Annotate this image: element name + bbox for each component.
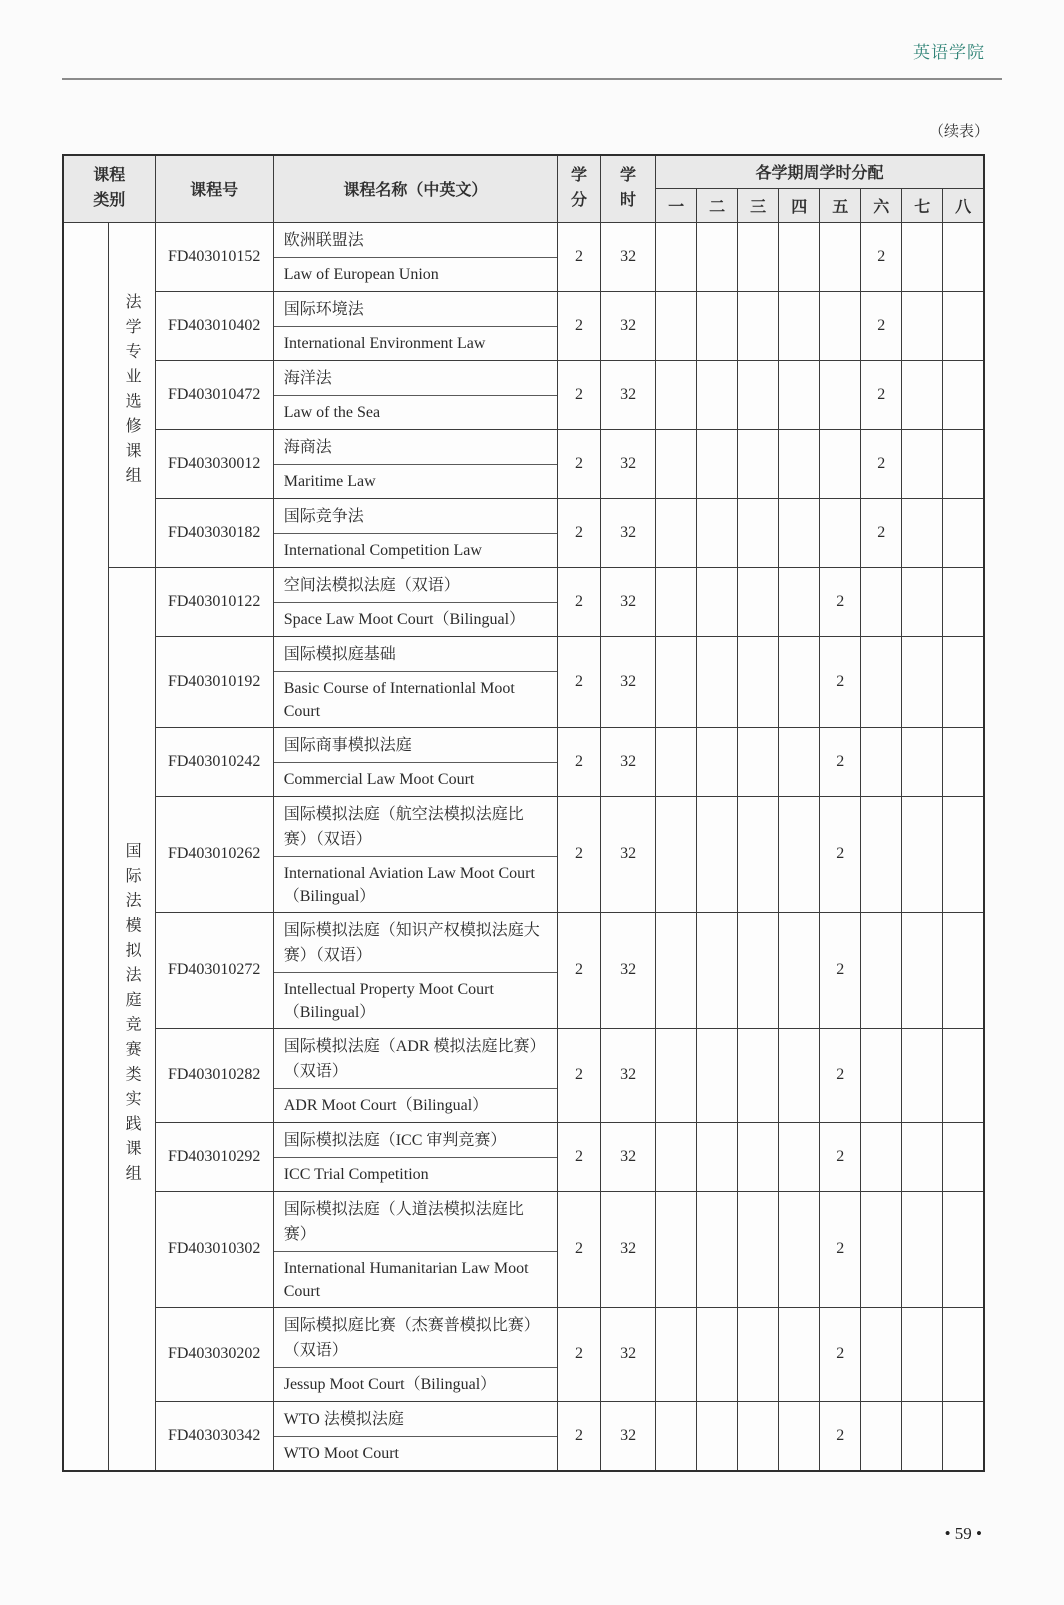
week-hours-cell-sem-5: 2: [820, 1122, 861, 1191]
week-hours-cell-sem-7: [902, 1028, 943, 1122]
week-hours-cell-sem-7: [902, 1191, 943, 1307]
course-code-cell: FD403010302: [155, 1191, 273, 1307]
credits-cell: 2: [558, 1191, 601, 1307]
week-hours-cell-sem-1: [656, 1191, 697, 1307]
week-hours-cell-sem-1: [656, 1122, 697, 1191]
course-name-en: ICC Trial Competition: [283, 1166, 429, 1183]
week-hours-cell-sem-7: [902, 429, 943, 498]
week-hours-cell-sem-3: [738, 1028, 779, 1122]
course-name-en: WTO Moot Court: [283, 1445, 399, 1462]
week-hours-cell-sem-4: [779, 796, 820, 912]
course-row: [63, 1028, 984, 1122]
week-hours-cell-sem-3: [738, 360, 779, 429]
week-hours-cell-sem-4: [779, 912, 820, 1028]
week-hours-cell-sem-7: [902, 636, 943, 727]
week-hours-cell-sem-1: [656, 727, 697, 796]
school-name: 英语学院: [913, 43, 985, 62]
course-name-cell: [273, 360, 557, 429]
course-code-cell: FD403010262: [155, 796, 273, 912]
credits-cell: 2: [558, 567, 601, 636]
week-hours-cell-sem-2: [697, 912, 738, 1028]
week-hours-cell-sem-8: [943, 727, 984, 796]
week-hours-cell-sem-2: [697, 222, 738, 291]
week-hours-cell-sem-5: 2: [820, 567, 861, 636]
course-name-cell: [273, 1307, 557, 1401]
week-hours-cell-sem-8: [943, 636, 984, 727]
week-hours-cell-sem-4: [779, 636, 820, 727]
week-hours-cell-sem-2: [697, 727, 738, 796]
header-category: 课程类别: [63, 155, 155, 222]
course-name-cn: 国际模拟庭比赛（杰赛普模拟比赛）（双语）: [274, 1308, 557, 1368]
course-name-cell: [273, 1028, 557, 1122]
course-code-cell: FD403010122: [155, 567, 273, 636]
course-code-cell: FD403030342: [155, 1401, 273, 1471]
course-name-cn: 国际模拟法庭（ICC 审判竞赛）: [274, 1123, 557, 1158]
course-name-en: Jessup Moot Court（Bilingual）: [283, 1376, 497, 1393]
course-name-cn: 国际模拟庭基础: [274, 637, 557, 672]
week-hours-cell-sem-4: [779, 1122, 820, 1191]
hours-cell: 32: [601, 1307, 656, 1401]
week-hours-cell-sem-1: [656, 1401, 697, 1471]
credits-cell: 2: [558, 727, 601, 796]
week-hours-cell-sem-7: [902, 1401, 943, 1471]
week-hours-cell-sem-2: [697, 1191, 738, 1307]
week-hours-cell-sem-6: [861, 727, 902, 796]
week-hours-cell-sem-6: [861, 1191, 902, 1307]
week-hours-cell-sem-1: [656, 1307, 697, 1401]
course-row: [63, 498, 984, 567]
course-code-cell: FD403030182: [155, 498, 273, 567]
week-hours-cell-sem-2: [697, 796, 738, 912]
course-name-en: International Humanitarian Law Moot Court: [283, 1259, 529, 1300]
week-hours-cell-sem-5: 2: [820, 1401, 861, 1471]
week-hours-cell-sem-7: [902, 912, 943, 1028]
course-row: [63, 796, 984, 912]
week-hours-cell-sem-6: [861, 1401, 902, 1471]
hours-cell: 32: [601, 291, 656, 360]
week-hours-cell-sem-8: [943, 1307, 984, 1401]
course-name-en: Intellectual Property Moot Court（Bilingual）: [283, 980, 494, 1021]
week-hours-cell-sem-1: [656, 567, 697, 636]
course-code-cell: FD403010242: [155, 727, 273, 796]
header-course-no: 课程号: [155, 155, 273, 222]
course-row: [63, 727, 984, 796]
course-code-cell: FD403010272: [155, 912, 273, 1028]
course-name-cn: 国际模拟法庭（人道法模拟法庭比赛）: [274, 1192, 557, 1252]
week-hours-cell-sem-3: [738, 498, 779, 567]
credits-cell: 2: [558, 1401, 601, 1471]
week-hours-cell-sem-6: [861, 1028, 902, 1122]
week-hours-cell-sem-7: [902, 796, 943, 912]
header-course-name: 课程名称（中英文）: [273, 155, 557, 222]
week-hours-cell-sem-2: [697, 1028, 738, 1122]
week-hours-cell-sem-2: [697, 360, 738, 429]
course-name-cn: 国际环境法: [274, 292, 557, 327]
course-name-cell: [273, 222, 557, 291]
header-semester-2: 二: [697, 188, 738, 222]
week-hours-cell-sem-5: [820, 222, 861, 291]
week-hours-cell-sem-4: [779, 360, 820, 429]
header-semester-8: 八: [943, 188, 984, 222]
course-name-en: Commercial Law Moot Court: [283, 771, 475, 788]
week-hours-cell-sem-4: [779, 1028, 820, 1122]
week-hours-cell-sem-7: [902, 1122, 943, 1191]
week-hours-cell-sem-4: [779, 1191, 820, 1307]
course-name-cell: [273, 429, 557, 498]
week-hours-cell-sem-4: [779, 291, 820, 360]
credits-cell: 2: [558, 636, 601, 727]
course-name-cn: 国际模拟法庭（ADR 模拟法庭比赛）（双语）: [274, 1029, 557, 1089]
course-name-cn: 海洋法: [274, 361, 557, 396]
week-hours-cell-sem-2: [697, 429, 738, 498]
category-outer-cell: [63, 222, 108, 1471]
course-row: [63, 222, 984, 291]
week-hours-cell-sem-8: [943, 1401, 984, 1471]
course-row: [63, 1307, 984, 1401]
course-name-en: International Aviation Law Moot Court（Bilingual）: [283, 864, 535, 905]
hours-cell: 32: [601, 636, 656, 727]
credits-cell: 2: [558, 222, 601, 291]
week-hours-cell-sem-4: [779, 1307, 820, 1401]
week-hours-cell-sem-8: [943, 1191, 984, 1307]
week-hours-cell-sem-3: [738, 727, 779, 796]
week-hours-cell-sem-3: [738, 1307, 779, 1401]
week-hours-cell-sem-2: [697, 1307, 738, 1401]
week-hours-cell-sem-3: [738, 1191, 779, 1307]
course-name-cell: [273, 1401, 557, 1471]
group-label-cell: [108, 567, 155, 1471]
week-hours-cell-sem-3: [738, 291, 779, 360]
header-hours: 学时: [601, 155, 656, 222]
week-hours-cell-sem-7: [902, 1307, 943, 1401]
course-code-cell: FD403030202: [155, 1307, 273, 1401]
course-row: [63, 1122, 984, 1191]
course-name-cn: 国际模拟法庭（知识产权模拟法庭大赛）（双语）: [274, 913, 557, 973]
course-name-cell: [273, 796, 557, 912]
week-hours-cell-sem-8: [943, 567, 984, 636]
week-hours-cell-sem-6: 2: [861, 360, 902, 429]
week-hours-cell-sem-8: [943, 498, 984, 567]
week-hours-cell-sem-5: 2: [820, 1191, 861, 1307]
week-hours-cell-sem-3: [738, 429, 779, 498]
week-hours-cell-sem-1: [656, 498, 697, 567]
continued-note: （续表）: [928, 124, 989, 140]
week-hours-cell-sem-7: [902, 222, 943, 291]
week-hours-cell-sem-1: [656, 360, 697, 429]
course-table: [62, 154, 985, 1472]
course-code-cell: FD403010472: [155, 360, 273, 429]
credits-cell: 2: [558, 429, 601, 498]
week-hours-cell-sem-4: [779, 567, 820, 636]
course-name-cell: [273, 636, 557, 727]
header-semester-group: 各学期周学时分配: [656, 155, 984, 188]
header-credits: 学分: [558, 155, 601, 222]
week-hours-cell-sem-8: [943, 1122, 984, 1191]
course-table-body: [63, 222, 984, 1471]
course-code-cell: FD403010402: [155, 291, 273, 360]
week-hours-cell-sem-6: 2: [861, 498, 902, 567]
week-hours-cell-sem-8: [943, 912, 984, 1028]
course-name-cn: 国际模拟法庭（航空法模拟法庭比赛）（双语）: [274, 797, 557, 857]
course-table-head: [63, 155, 984, 222]
hours-cell: 32: [601, 1028, 656, 1122]
week-hours-cell-sem-3: [738, 567, 779, 636]
week-hours-cell-sem-1: [656, 1028, 697, 1122]
course-name-en: International Competition Law: [283, 542, 482, 559]
course-code-cell: FD403030012: [155, 429, 273, 498]
header-semester-6: 六: [861, 188, 902, 222]
week-hours-cell-sem-7: [902, 567, 943, 636]
hours-cell: 32: [601, 1401, 656, 1471]
week-hours-cell-sem-4: [779, 429, 820, 498]
course-name-en: Law of European Union: [283, 266, 439, 283]
credits-cell: 2: [558, 1122, 601, 1191]
course-name-cn: 海商法: [274, 430, 557, 465]
hours-cell: 32: [601, 1122, 656, 1191]
course-row: [63, 1401, 984, 1471]
course-name-cell: [273, 1122, 557, 1191]
course-code-cell: FD403010152: [155, 222, 273, 291]
hours-cell: 32: [601, 567, 656, 636]
week-hours-cell-sem-6: [861, 636, 902, 727]
week-hours-cell-sem-6: 2: [861, 429, 902, 498]
credits-cell: 2: [558, 796, 601, 912]
week-hours-cell-sem-4: [779, 222, 820, 291]
week-hours-cell-sem-5: 2: [820, 636, 861, 727]
course-row: [63, 567, 984, 636]
week-hours-cell-sem-4: [779, 498, 820, 567]
week-hours-cell-sem-2: [697, 291, 738, 360]
course-row: [63, 912, 984, 1028]
week-hours-cell-sem-1: [656, 429, 697, 498]
week-hours-cell-sem-3: [738, 636, 779, 727]
course-name-cell: [273, 1191, 557, 1307]
credits-cell: 2: [558, 360, 601, 429]
course-name-cell: [273, 567, 557, 636]
week-hours-cell-sem-5: [820, 498, 861, 567]
week-hours-cell-sem-5: 2: [820, 796, 861, 912]
course-name-cn: 欧洲联盟法: [274, 223, 557, 258]
week-hours-cell-sem-5: 2: [820, 1307, 861, 1401]
header-rule: [62, 78, 1002, 80]
course-name-en: Space Law Moot Court（Bilingual）: [283, 611, 526, 628]
group-label: 国际法模拟法庭竞赛类实践课组: [123, 842, 141, 1190]
week-hours-cell-sem-2: [697, 567, 738, 636]
course-name-cell: [273, 291, 557, 360]
page-number: • 59 •: [944, 1523, 982, 1543]
course-name-en: Maritime Law: [283, 473, 376, 490]
course-row: [63, 429, 984, 498]
course-row: [63, 1191, 984, 1307]
credits-cell: 2: [558, 498, 601, 567]
week-hours-cell-sem-6: [861, 1307, 902, 1401]
week-hours-cell-sem-8: [943, 360, 984, 429]
week-hours-cell-sem-7: [902, 727, 943, 796]
week-hours-cell-sem-6: [861, 912, 902, 1028]
week-hours-cell-sem-6: [861, 567, 902, 636]
course-name-cn: WTO 法模拟法庭: [274, 1402, 557, 1437]
week-hours-cell-sem-5: [820, 291, 861, 360]
hours-cell: 32: [601, 1191, 656, 1307]
course-code-cell: FD403010292: [155, 1122, 273, 1191]
week-hours-cell-sem-6: [861, 796, 902, 912]
course-row: [63, 360, 984, 429]
week-hours-cell-sem-3: [738, 912, 779, 1028]
hours-cell: 32: [601, 222, 656, 291]
week-hours-cell-sem-7: [902, 360, 943, 429]
hours-cell: 32: [601, 912, 656, 1028]
hours-cell: 32: [601, 727, 656, 796]
hours-cell: 32: [601, 498, 656, 567]
course-name-en: ADR Moot Court（Bilingual）: [283, 1097, 489, 1114]
week-hours-cell-sem-7: [902, 291, 943, 360]
hours-cell: 32: [601, 360, 656, 429]
week-hours-cell-sem-1: [656, 222, 697, 291]
week-hours-cell-sem-2: [697, 498, 738, 567]
week-hours-cell-sem-8: [943, 429, 984, 498]
header-semester-7: 七: [902, 188, 943, 222]
week-hours-cell-sem-5: 2: [820, 1028, 861, 1122]
week-hours-cell-sem-5: [820, 429, 861, 498]
week-hours-cell-sem-1: [656, 636, 697, 727]
week-hours-cell-sem-4: [779, 1401, 820, 1471]
week-hours-cell-sem-3: [738, 1401, 779, 1471]
hours-cell: 32: [601, 796, 656, 912]
hours-cell: 32: [601, 429, 656, 498]
week-hours-cell-sem-6: 2: [861, 291, 902, 360]
week-hours-cell-sem-6: [861, 1122, 902, 1191]
week-hours-cell-sem-6: 2: [861, 222, 902, 291]
course-name-cell: [273, 498, 557, 567]
group-label-cell: [108, 222, 155, 567]
credits-cell: 2: [558, 291, 601, 360]
course-name-cn: 国际竞争法: [274, 499, 557, 534]
course-name-cell: [273, 912, 557, 1028]
week-hours-cell-sem-8: [943, 1028, 984, 1122]
week-hours-cell-sem-2: [697, 1401, 738, 1471]
week-hours-cell-sem-1: [656, 912, 697, 1028]
week-hours-cell-sem-3: [738, 1122, 779, 1191]
week-hours-cell-sem-3: [738, 222, 779, 291]
week-hours-cell-sem-8: [943, 222, 984, 291]
group-label: 法学专业选修课组: [123, 292, 141, 492]
credits-cell: 2: [558, 1028, 601, 1122]
week-hours-cell-sem-5: 2: [820, 912, 861, 1028]
week-hours-cell-sem-1: [656, 291, 697, 360]
course-code-cell: FD403010192: [155, 636, 273, 727]
week-hours-cell-sem-1: [656, 796, 697, 912]
week-hours-cell-sem-7: [902, 498, 943, 567]
header-semester-4: 四: [779, 188, 820, 222]
header-semester-1: 一: [656, 188, 697, 222]
header-semester-3: 三: [738, 188, 779, 222]
course-name-en: Basic Course of Internationlal Moot Court: [283, 679, 515, 720]
credits-cell: 2: [558, 1307, 601, 1401]
course-name-en: Law of the Sea: [283, 404, 381, 421]
header-semester-5: 五: [820, 188, 861, 222]
week-hours-cell-sem-8: [943, 291, 984, 360]
header-row-top: [63, 155, 984, 188]
week-hours-cell-sem-4: [779, 727, 820, 796]
credits-cell: 2: [558, 912, 601, 1028]
week-hours-cell-sem-2: [697, 636, 738, 727]
course-name-cn: 国际商事模拟法庭: [274, 728, 557, 763]
course-code-cell: FD403010282: [155, 1028, 273, 1122]
week-hours-cell-sem-8: [943, 796, 984, 912]
course-row: [63, 636, 984, 727]
course-row: [63, 291, 984, 360]
course-name-en: International Environment Law: [283, 335, 486, 352]
week-hours-cell-sem-2: [697, 1122, 738, 1191]
week-hours-cell-sem-3: [738, 796, 779, 912]
course-name-cell: [273, 727, 557, 796]
week-hours-cell-sem-5: 2: [820, 727, 861, 796]
week-hours-cell-sem-5: [820, 360, 861, 429]
course-name-cn: 空间法模拟法庭（双语）: [274, 568, 557, 603]
